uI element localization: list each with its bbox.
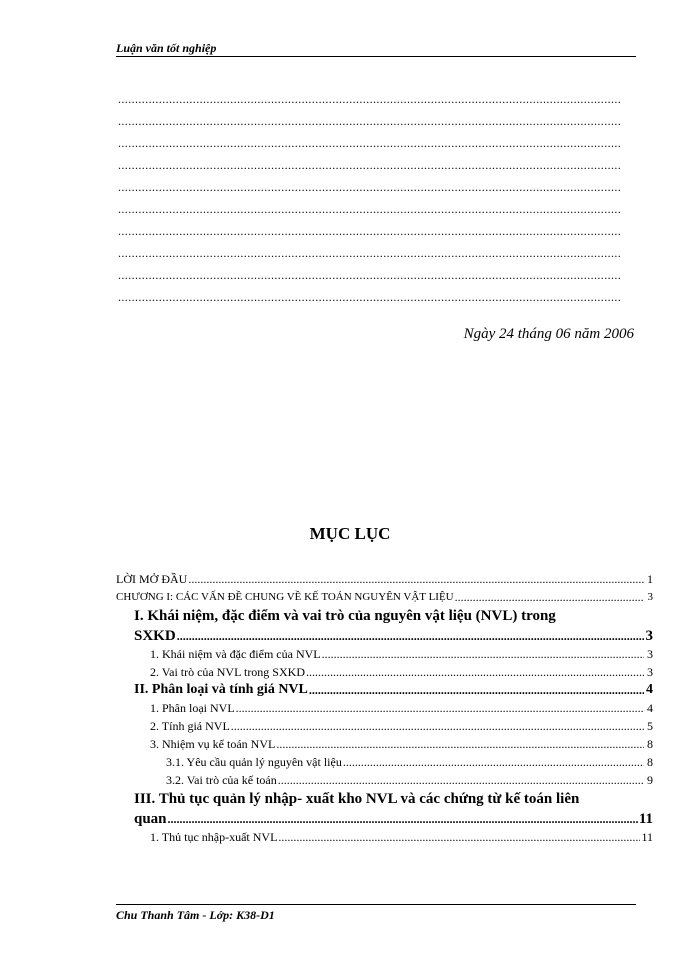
toc-leader [309,681,644,699]
toc-page-number: 5 [647,719,653,733]
toc-entry-multiline[interactable] [116,789,653,828]
toc-leader [322,645,644,663]
table-of-contents [116,570,653,846]
toc-entry[interactable] [116,828,653,846]
toc-entry-label: I. Khái niệm, đặc điểm và vai trò của nguyên vật liệu (NVL) trong [134,608,556,624]
blank-line: .................................................................................................................................................... [118,158,622,172]
toc-page-number: 11 [641,830,653,844]
blank-lines-area [118,88,634,308]
toc-page-number: 3 [647,665,653,679]
toc-entry-label: II. Phân loại và tính giá NVL [134,682,308,697]
toc-entry-label: 3. Nhiệm vụ kế toán NVL [150,737,276,751]
blank-line: .................................................................................................................................................... [118,114,622,128]
page-header [116,40,636,57]
toc-entry-label: 3.1. Yêu cầu quản lý nguyên vật liệu [166,755,342,769]
blank-line: .................................................................................................................................................... [118,268,622,282]
toc-entry[interactable] [116,588,653,606]
toc-entry-label: 1. Thủ tục nhập-xuất NVL [150,830,278,844]
toc-leader [177,627,644,645]
toc-page-number: 4 [646,682,653,697]
toc-entry[interactable] [116,570,653,588]
footer-text: Chu Thanh Tâm - Lớp: K38-D1 [116,908,275,922]
toc-page-number: 3 [647,647,653,661]
toc-entry-label: 2. Vai trò của NVL trong SXKD [150,665,305,679]
toc-page-number: 1 [647,572,653,586]
toc-title: MỤC LỤC [309,524,391,543]
toc-page-number: 8 [647,737,653,751]
toc-page-number: 8 [647,755,653,769]
toc-leader [306,663,644,681]
blank-line: .................................................................................................................................................... [118,246,622,260]
toc-entry-multiline[interactable] [116,606,653,645]
date-line: Ngày 24 tháng 06 năm 2006 [463,326,634,342]
toc-leader [278,771,644,789]
toc-leader [168,810,638,828]
toc-entry[interactable] [116,753,653,771]
toc-leader [278,828,640,846]
blank-line: .................................................................................................................................................... [118,290,622,304]
blank-line: .................................................................................................................................................... [118,136,622,150]
toc-entry[interactable] [116,663,653,681]
toc-leader [236,699,644,717]
toc-leader [276,735,644,753]
toc-leader [455,588,644,606]
toc-page-number: 3 [645,628,653,644]
toc-entry-label: 2. Tính giá NVL [150,719,230,733]
blank-line: .................................................................................................................................................... [118,92,622,106]
toc-leader [343,753,644,771]
toc-entry[interactable] [116,717,653,735]
header-text: Luận văn tốt nghiệp [116,41,217,55]
toc-entry-label-cont: quan [134,811,167,827]
toc-entry[interactable] [116,699,653,717]
toc-leader [188,570,644,588]
page-footer [116,904,636,922]
toc-entry-label: 3.2. Vai trò của kế toán [166,773,277,787]
toc-entry[interactable] [116,681,653,699]
toc-entry-label: LỜI MỞ ĐẦU [116,572,188,586]
toc-leader [231,717,644,735]
toc-entry-label: 1. Khái niệm và đặc điểm của NVL [150,647,321,661]
toc-entry[interactable] [116,771,653,789]
toc-page-number: 9 [647,773,653,787]
toc-page-number: 3 [647,591,653,603]
toc-entry-label: 1. Phân loại NVL [150,701,235,715]
blank-line: .................................................................................................................................................... [118,224,622,238]
toc-page-number: 4 [647,701,653,715]
toc-entry[interactable] [116,645,653,663]
toc-entry-label-cont: SXKD [134,628,176,644]
blank-line: .................................................................................................................................................... [118,180,622,194]
blank-line: .................................................................................................................................................... [118,202,622,216]
toc-entry-label: III. Thủ tục quản lý nhập- xuất kho NVL và các chứng từ kế toán liên [134,791,580,807]
toc-page-number: 11 [638,811,653,827]
toc-entry-label: CHƯƠNG I: CÁC VẤN ĐỀ CHUNG VỀ KẾ TOÁN NGUYÊN VẬT LIỆU [116,591,454,603]
toc-entry[interactable] [116,735,653,753]
